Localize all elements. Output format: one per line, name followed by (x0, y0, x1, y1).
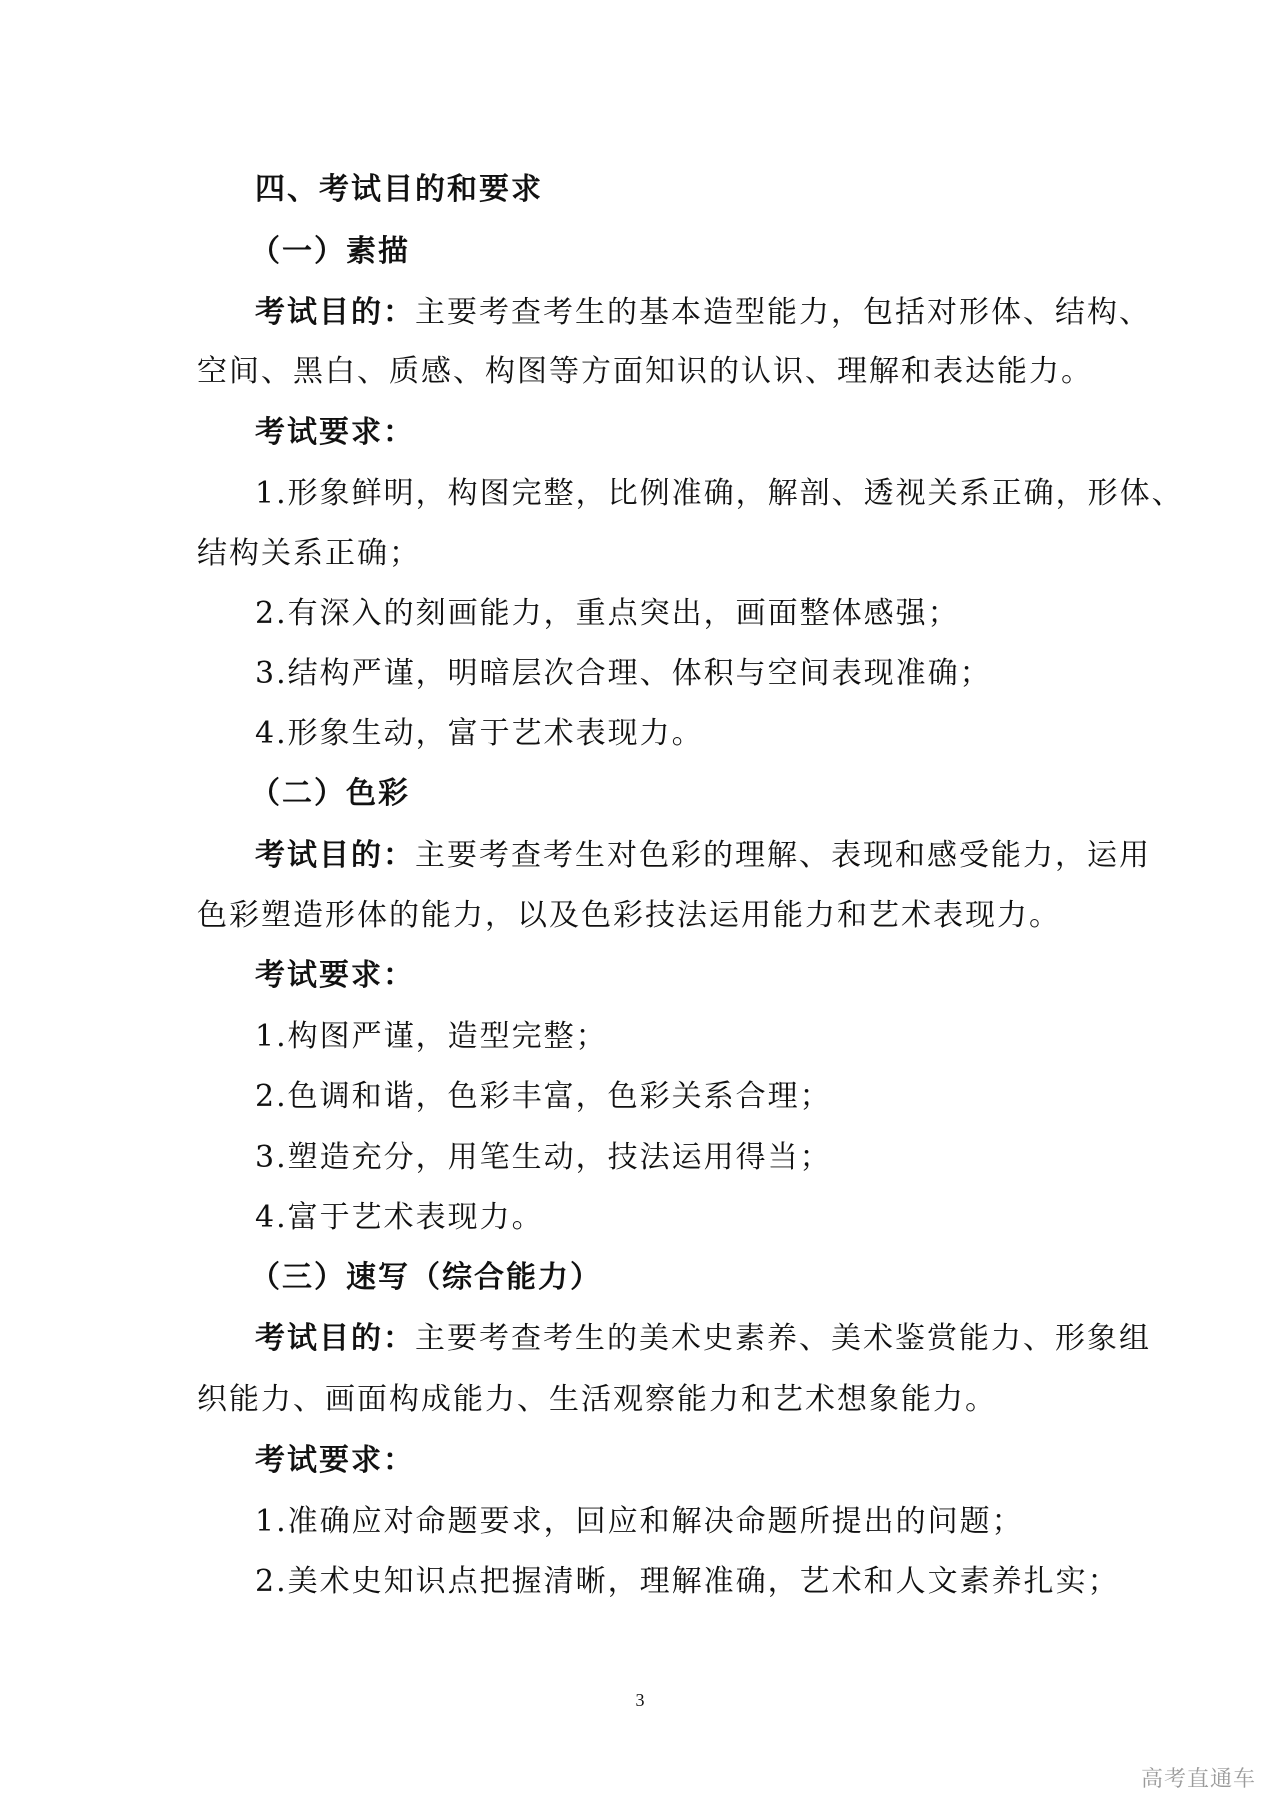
quick-sketch-purpose-line1 (255, 1319, 1151, 1359)
sketch-req3: 3.结构严谨，明暗层次合理、体积与空间表现准确； (255, 656, 992, 691)
watermark: 高考直通车 (1140, 1767, 1256, 1792)
color-req2: 2.色调和谐，色彩丰富，色彩关系合理； (255, 1079, 832, 1114)
sketch-req1-line1: 1.形象鲜明，构图完整，比例准确，解剖、透视关系正确，形体、 (255, 476, 1184, 511)
sketch-req4: 4.形象生动，富于艺术表现力。 (255, 716, 704, 751)
quick-sketch-heading: （三）速写（综合能力） (250, 1260, 602, 1295)
sketch-req1-line2: 结构关系正确； (197, 536, 421, 571)
color-purpose-label: 考试目的： (255, 838, 415, 873)
color-req4: 4.富于艺术表现力。 (255, 1200, 544, 1235)
section-heading: 四、考试目的和要求 (255, 172, 543, 207)
color-req-label: 考试要求： (255, 958, 415, 993)
sketch-purpose-text1: 主要考查考生的基本造型能力，包括对形体、结构、 (415, 295, 1151, 330)
color-purpose-text1: 主要考查考生对色彩的理解、表现和感受能力，运用 (415, 838, 1151, 873)
quick-sketch-purpose-line2: 织能力、画面构成能力、生活观察能力和艺术想象能力。 (197, 1382, 997, 1417)
sketch-heading: （一）素描 (250, 234, 410, 269)
color-purpose-line1 (255, 836, 1151, 876)
sketch-req2: 2.有深入的刻画能力，重点突出，画面整体感强； (255, 596, 960, 631)
color-req3: 3.塑造充分，用笔生动，技法运用得当； (255, 1140, 832, 1175)
color-purpose-line2: 色彩塑造形体的能力，以及色彩技法运用能力和艺术表现力。 (197, 898, 1061, 933)
sketch-req-label: 考试要求： (255, 415, 415, 450)
sketch-purpose-label: 考试目的： (255, 295, 415, 330)
sketch-purpose-line1 (255, 293, 1151, 333)
page-number: 3 (635, 1690, 645, 1710)
quick-sketch-req1: 1.准确应对命题要求，回应和解决命题所提出的问题； (255, 1504, 1024, 1539)
quick-sketch-purpose-label: 考试目的： (255, 1321, 415, 1356)
quick-sketch-req-label: 考试要求： (255, 1443, 415, 1478)
quick-sketch-purpose-text1: 主要考查考生的美术史素养、美术鉴赏能力、形象组 (415, 1321, 1151, 1356)
color-req1: 1.构图严谨，造型完整； (255, 1019, 608, 1054)
color-heading: （二）色彩 (250, 776, 410, 811)
sketch-purpose-line2: 空间、黑白、质感、构图等方面知识的认识、理解和表达能力。 (197, 354, 1093, 389)
quick-sketch-req2: 2.美术史知识点把握清晰，理解准确，艺术和人文素养扎实； (255, 1564, 1120, 1599)
